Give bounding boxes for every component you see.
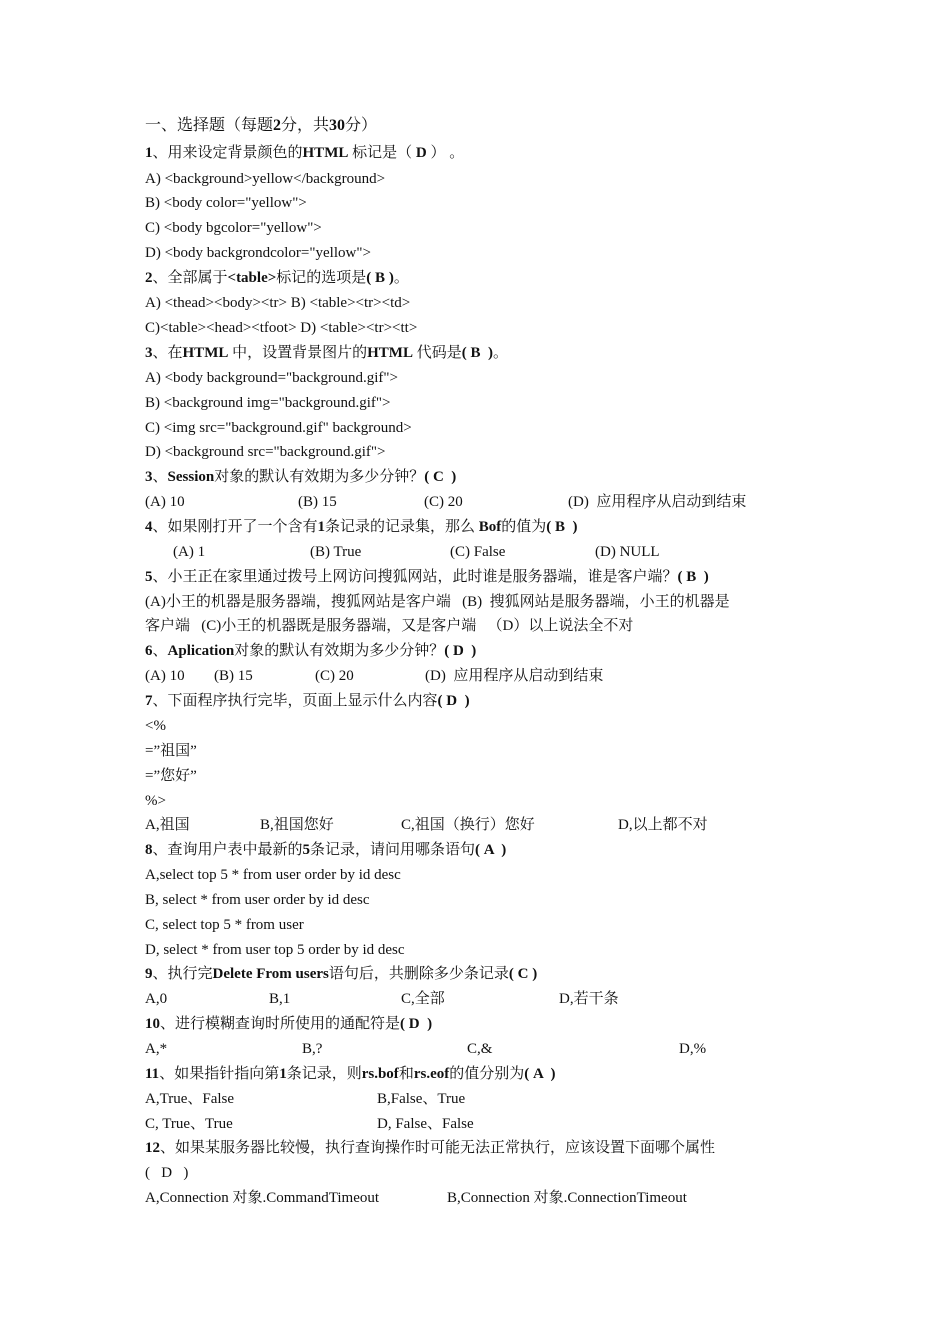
option: C,全部 bbox=[401, 991, 445, 1007]
option: B,? bbox=[302, 1041, 323, 1057]
option: B) <background img="background.gif"> bbox=[145, 395, 391, 411]
option: (B) 15 bbox=[298, 494, 337, 510]
option: (C) 20 bbox=[315, 668, 354, 684]
question-text: 语句后，共删除多少条记录 bbox=[328, 966, 509, 982]
code-line: %> bbox=[145, 793, 166, 809]
question-number: 5 bbox=[145, 569, 153, 585]
question-6 bbox=[145, 641, 476, 661]
option: A,Connection 对象.CommandTimeout bbox=[145, 1190, 380, 1206]
question-text: ） 。 bbox=[426, 145, 465, 161]
question-text: <table> bbox=[227, 270, 277, 286]
option: C,祖国（换行）您好 bbox=[401, 817, 535, 833]
question-text: ) bbox=[700, 569, 709, 585]
question-text: 条记录的记录集，那么 bbox=[325, 519, 479, 535]
answer: D bbox=[415, 145, 427, 161]
question-number: 2 bbox=[145, 270, 153, 286]
question-7 bbox=[145, 691, 470, 711]
option: D,若干条 bbox=[559, 991, 619, 1007]
question-text: 。 bbox=[492, 345, 508, 361]
title-text: 分，共 bbox=[281, 117, 330, 134]
code-line: =”您好” bbox=[145, 768, 197, 784]
question-text: ( bbox=[366, 270, 376, 286]
question-text: rs.bof bbox=[361, 1066, 399, 1082]
option: (D) 应用程序从启动到结束 bbox=[425, 668, 604, 684]
question-number: 10 bbox=[145, 1016, 160, 1032]
code-line: <% bbox=[145, 718, 166, 734]
option: C,& bbox=[467, 1041, 493, 1057]
answer: ( D bbox=[444, 643, 468, 659]
question-5 bbox=[145, 567, 709, 587]
question-text: Session bbox=[167, 469, 215, 485]
question-text: 对象的默认有效期为多少分钟？ bbox=[234, 643, 445, 659]
answer: ( D bbox=[437, 693, 461, 709]
code-line: =”祖国” bbox=[145, 743, 197, 759]
option: D) <background src="background.gif"> bbox=[145, 444, 386, 460]
title-points-total: 30 bbox=[329, 117, 346, 134]
question-text: 、全部属于 bbox=[152, 270, 228, 286]
question-text: 对象的默认有效期为多少分钟？ bbox=[214, 469, 425, 485]
title-points-each: 2 bbox=[273, 117, 282, 134]
question-number: 8 bbox=[145, 842, 153, 858]
answer: ( B bbox=[461, 345, 485, 361]
option: D) <body backgrondcolor="yellow"> bbox=[145, 245, 371, 261]
question-text: rs.eof bbox=[413, 1066, 450, 1082]
question-text: ) bbox=[460, 693, 470, 709]
question-text: 代码是 bbox=[412, 345, 462, 361]
question-text: 、在 bbox=[152, 345, 183, 361]
option: A) <body background="background.gif"> bbox=[145, 370, 398, 386]
option: A,0 bbox=[145, 991, 168, 1007]
question-4 bbox=[145, 517, 578, 537]
option: A,True、False bbox=[145, 1091, 235, 1107]
question-3-session bbox=[145, 467, 456, 487]
question-text: Bof bbox=[478, 519, 502, 535]
option: (D) 应用程序从启动到结束 bbox=[568, 494, 747, 510]
question-text: 、查询用户表中最新的 bbox=[152, 842, 303, 858]
question-2 bbox=[145, 268, 409, 288]
question-number: 11 bbox=[145, 1066, 160, 1082]
option: A,select top 5 * from user order by id desc bbox=[145, 867, 401, 883]
question-text: Aplication bbox=[167, 643, 235, 659]
question-12 bbox=[145, 1138, 715, 1158]
option: (A) 10 bbox=[145, 668, 185, 684]
question-number: 4 bbox=[145, 519, 153, 535]
option: (D) NULL bbox=[595, 544, 660, 560]
option: (A) 1 bbox=[173, 544, 206, 560]
option: B) <body color="yellow"> bbox=[145, 195, 307, 211]
question-text: 、进行模糊查询时所使用的通配符是 bbox=[160, 1016, 401, 1032]
title-text: 一、选择题（每题 bbox=[145, 117, 274, 134]
question-text: HTML bbox=[182, 345, 229, 361]
option: D, False、False bbox=[377, 1116, 474, 1132]
question-text: 、下面程序执行完毕，页面上显示什么内容 bbox=[152, 693, 438, 709]
option: A) <background>yellow</background> bbox=[145, 171, 386, 187]
answer: ( D ) bbox=[145, 1165, 189, 1181]
answer: B bbox=[375, 270, 386, 286]
question-text: ) bbox=[447, 469, 457, 485]
question-text: HTML bbox=[302, 145, 349, 161]
question-text: 、执行完 bbox=[152, 966, 213, 982]
question-9 bbox=[145, 964, 537, 984]
question-text: 、如果某服务器比较慢，执行查询操作时可能无法正常执行，应该设置下面哪个属性 bbox=[160, 1140, 716, 1156]
question-text: HTML bbox=[367, 345, 413, 361]
option: B,False、True bbox=[377, 1091, 466, 1107]
option: C, select top 5 * from user bbox=[145, 917, 304, 933]
option: B,祖国您好 bbox=[260, 817, 334, 833]
option: (A) 10 bbox=[145, 494, 185, 510]
question-number: 7 bbox=[145, 693, 153, 709]
question-1 bbox=[145, 143, 464, 163]
option: (C) 20 bbox=[424, 494, 463, 510]
answer: ( A bbox=[475, 842, 498, 858]
question-text: ) bbox=[385, 270, 394, 286]
question-text: 。 bbox=[393, 270, 409, 286]
answer: ( D bbox=[400, 1016, 424, 1032]
question-text: 、 bbox=[152, 643, 168, 659]
option: D, select * from user top 5 order by id desc bbox=[145, 942, 405, 958]
question-10 bbox=[145, 1014, 432, 1034]
option: (C) False bbox=[450, 544, 506, 560]
question-text: ) bbox=[546, 1066, 556, 1082]
answer: ( C ) bbox=[508, 966, 538, 982]
title-text: 分） bbox=[345, 117, 378, 134]
question-text: 1 bbox=[279, 1066, 287, 1082]
question-text: 标记是（ bbox=[348, 145, 416, 161]
option: A) <thead><body><tr> B) <table><tr><td> bbox=[145, 295, 411, 311]
option: D,以上都不对 bbox=[618, 817, 708, 833]
question-text: ) bbox=[423, 1016, 433, 1032]
question-11 bbox=[145, 1064, 556, 1084]
question-number: 3 bbox=[145, 345, 153, 361]
question-3 bbox=[145, 343, 508, 363]
question-text: Delete From users bbox=[212, 966, 329, 982]
question-text: 的值分别为 bbox=[449, 1066, 525, 1082]
answer: ( A bbox=[524, 1066, 547, 1082]
question-number: 9 bbox=[145, 966, 153, 982]
question-8 bbox=[145, 840, 506, 860]
question-text: 、用来设定背景颜色的 bbox=[152, 145, 303, 161]
option: D,% bbox=[679, 1041, 707, 1057]
question-text: 条记录，请问用哪条语句 bbox=[310, 842, 476, 858]
question-text: 标记的选项是 bbox=[276, 270, 367, 286]
question-text: 的值为 bbox=[501, 519, 547, 535]
question-text: 、小王正在家里通过拨号上网访问搜狐网站，此时谁是服务器端，谁是客户端？ bbox=[152, 569, 678, 585]
question-text: 条记录，则 bbox=[286, 1066, 362, 1082]
answer: ( B bbox=[677, 569, 701, 585]
question-text: 5 bbox=[302, 842, 311, 858]
question-text: 1 bbox=[317, 519, 326, 535]
option: B,1 bbox=[269, 991, 291, 1007]
question-number: 1 bbox=[145, 145, 153, 161]
section-title bbox=[145, 116, 377, 136]
question-text: ) bbox=[484, 345, 493, 361]
option: A,* bbox=[145, 1041, 168, 1057]
option: C)<table><head><tfoot> D) <table><tr><tt> bbox=[145, 320, 418, 336]
question-text: 、如果指针指向第 bbox=[159, 1066, 280, 1082]
option: C) <body bgcolor="yellow"> bbox=[145, 220, 322, 236]
answer: ( C bbox=[424, 469, 448, 485]
question-text: 、如果刚打开了一个含有 bbox=[152, 519, 318, 535]
option: C) <img src="background.gif" background> bbox=[145, 420, 412, 436]
answer: ( B bbox=[546, 519, 569, 535]
question-number: 6 bbox=[145, 643, 153, 659]
question-text: ) bbox=[497, 842, 507, 858]
question-text: ) bbox=[568, 519, 578, 535]
option: C, True、True bbox=[145, 1116, 233, 1132]
option: B,Connection 对象.ConnectionTimeout bbox=[447, 1190, 687, 1206]
question-text: 中，设置背景图片的 bbox=[228, 345, 368, 361]
question-text: ) bbox=[467, 643, 477, 659]
option: A,祖国 bbox=[145, 817, 190, 833]
option: (B) 15 bbox=[214, 668, 253, 684]
option: (A)小王的机器是服务器端，搜狐网站是客户端 (B) 搜狐网站是服务器端，小王的机器是 bbox=[145, 594, 730, 610]
option: (B) True bbox=[310, 544, 362, 560]
option: B, select * from user order by id desc bbox=[145, 892, 370, 908]
question-text: 、 bbox=[152, 469, 168, 485]
option: 客户端 (C)小王的机器既是服务器端，又是客户端 （D）以上说法全不对 bbox=[145, 618, 634, 634]
question-text: 和 bbox=[398, 1066, 414, 1082]
question-number: 12 bbox=[145, 1140, 160, 1156]
question-number: 3 bbox=[145, 469, 153, 485]
